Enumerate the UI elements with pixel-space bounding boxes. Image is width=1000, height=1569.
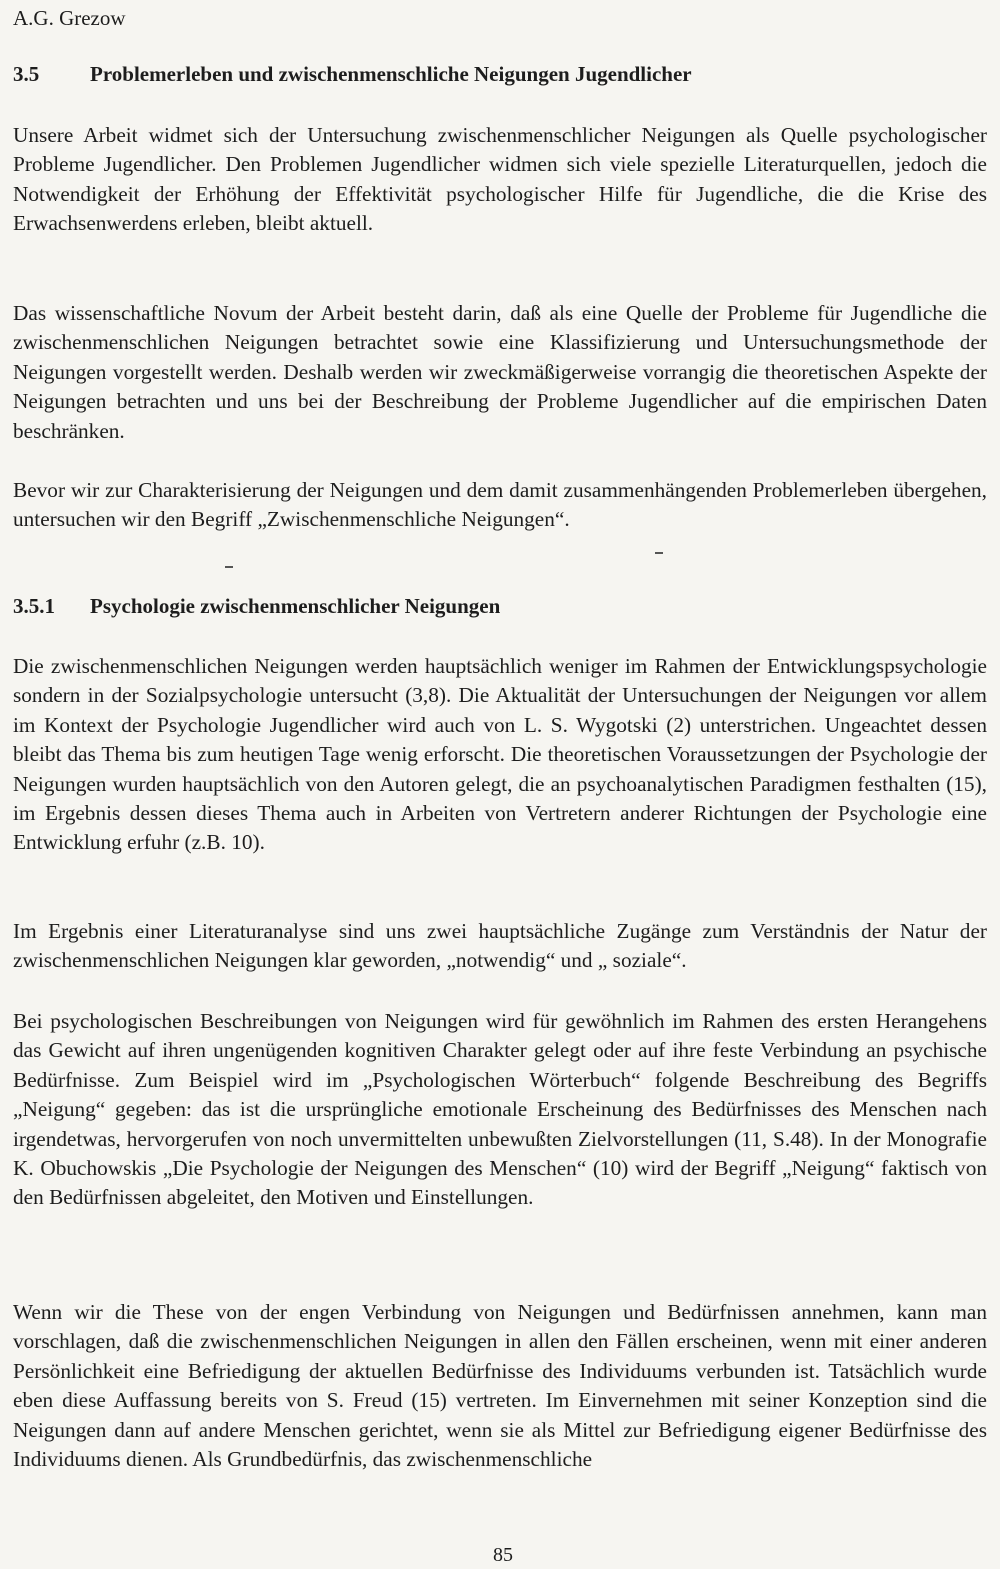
- paragraph-intro-2: Das wissenschaftliche Novum der Arbeit besteht darin, daß als eine Quelle der Probleme für Jugendliche die zwischenmenschlichen Neigungen betrachtet sowie eine Klassifizierung und Untersuchungsmethode der Neigungen vorgestellt werden. Deshalb werden wir zweckmäßigerweise vorrangig die theoretischen Aspekte der Neigungen betrachten und uns bei der Beschreibung der Probleme Jugendlicher auf die empirischen Daten beschränken.: [13, 301, 987, 443]
- scan-mark: [225, 566, 233, 568]
- subsection-heading: [13, 594, 500, 618]
- paragraph-intro-1: Unsere Arbeit widmet sich der Untersuchung zwischenmenschlicher Neigungen als Quelle psychologischer Probleme Jugendlicher. Den Problemen Jugendlicher widmen sich viele spezielle Literaturquellen, jedoch die Notwendigkeit der Erhöhung der Effektivität psychologischer Hilfe für Jugendliche, die die Krise des Erwachsenwerdens erleben, bleibt aktuell.: [13, 123, 987, 236]
- paragraph-body-4: Wenn wir die These von der engen Verbindung von Neigungen und Bedürfnissen annehmen, kann man vorschlagen, daß die zwischenmenschlichen Neigungen in allen den Fällen erscheinen, wenn mit einer anderen Persönlichkeit eine Befriedigung der aktuellen Bedürfnisse des Individuums verbunden ist. Tatsächlich wurde eben diese Auffassung bereits von S. Freud (15) vertreten. Im Einvernehmen mit seiner Konzeption sind die Neigungen dann auf andere Menschen gerichtet, wenn sie als Mittel zur Befriedigung eigener Bedürfnisse des Individuums dienen. Als Grundbedürfnis, das zwischenmenschliche: [13, 1300, 987, 1472]
- paragraph-intro-3: Bevor wir zur Charakterisierung der Neigungen und dem damit zusammenhängenden Problemerleben übergehen, untersuchen wir den Begriff „Zwischenmenschliche Neigungen“.: [13, 478, 987, 532]
- section-number: 3.5: [13, 62, 40, 86]
- subsection-number: 3.5.1: [13, 594, 55, 618]
- running-head: A.G. Grezow: [13, 6, 126, 30]
- paragraph-body-3: Bei psychologischen Beschreibungen von Neigungen wird für gewöhnlich im Rahmen des ersten Herangehens das Gewicht auf ihren ungenügenden kognitiven Charakter gelegt oder auf ihre feste Verbindung an psychische Bedürfnisse. Zum Beispiel wird im „Psychologischen Wörterbuch“ folgende Beschreibung des Begriffs „Neigung“ gegeben: das ist die ursprüngliche emotionale Erscheinung des Bedürfnisses des Menschen nach irgendetwas, hervorgerufen von noch unvermittelten unbewußten Zielvorstellungen (11, S.48). In der Monografie K. Obuchowskis „Die Psychologie der Neigungen des Menschen“ (10) wird der Begriff „Neigung“ faktisch von den Bedürfnissen abgeleitet, den Motiven und Einstellungen.: [13, 1009, 987, 1210]
- subsection-title: Psychologie zwischenmenschlicher Neigungen: [90, 594, 501, 618]
- paragraph-body-2: Im Ergebnis einer Literaturanalyse sind uns zwei hauptsächliche Zugänge zum Verständnis der Natur der zwischenmenschlichen Neigungen klar geworden, „notwendig“ und „ soziale“.: [13, 919, 987, 973]
- paragraph-body-1: Die zwischenmenschlichen Neigungen werden hauptsächlich weniger im Rahmen der Entwicklungspsychologie sondern in der Sozialpsychologie untersucht (3,8). Die Aktualität der Untersuchungen der Neigungen vor allem im Kontext der Psychologie Jugendlicher wird auch von L. S. Wygotski (2) unterstrichen. Ungeachtet dessen bleibt das Thema bis zum heutigen Tage wenig erforscht. Die theoretischen Voraussetzungen der Psychologie der Neigungen wurden hauptsächlich von den Autoren gelegt, die an psychoanalytischen Paradigmen festhalten (15), im Ergebnis dessen dieses Thema auch in Arbeiten von Vertretern anderer Richtungen der Psychologie eine Entwicklung erfuhr (z.B. 10).: [13, 654, 987, 855]
- scan-mark: [655, 552, 663, 554]
- page-number: 85: [493, 1544, 513, 1566]
- document-page: [13, 0, 989, 1569]
- section-title: Problemerleben und zwischenmenschliche Neigungen Jugendlicher: [90, 62, 692, 86]
- section-heading: [13, 62, 692, 86]
